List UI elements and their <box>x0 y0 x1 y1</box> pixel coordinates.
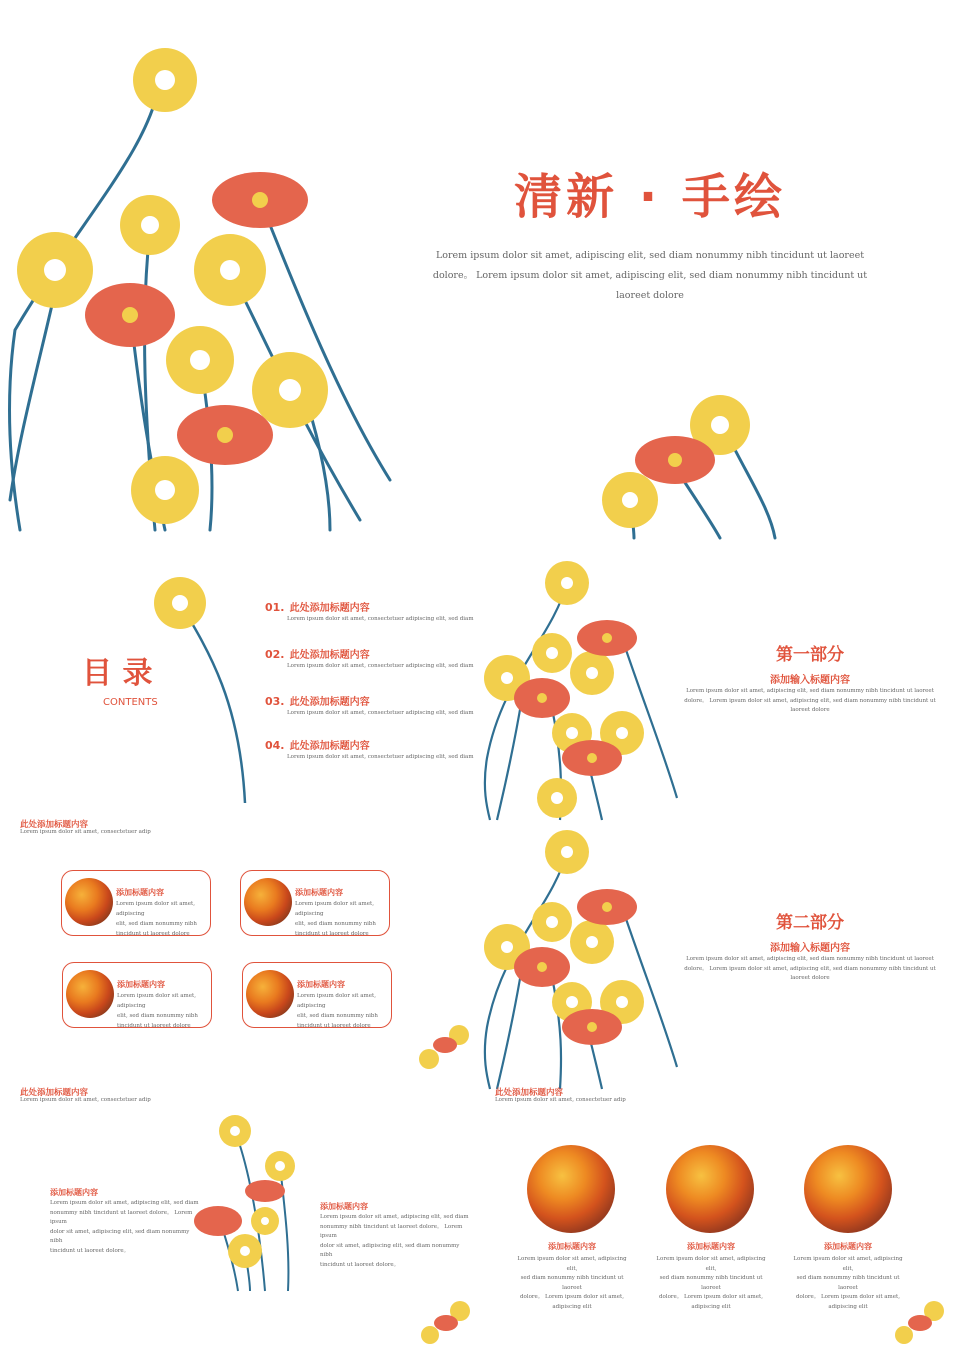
card-body-line: tincidunt ut laoreet dolore <box>295 931 369 937</box>
flower-cluster-corner <box>892 1299 952 1349</box>
contents-item-label: 此处添加标题内容 <box>289 741 370 752</box>
card-title: 添加标题内容 <box>116 888 164 897</box>
slide-cover <box>0 0 960 540</box>
card-body-line: Lorem ipsum dolor sit amet, adipiscing <box>117 993 196 1009</box>
flower-cluster-small <box>590 390 790 540</box>
text-left-body <box>50 1199 200 1256</box>
slide-part2 <box>482 812 960 1080</box>
circle-item <box>512 1241 632 1312</box>
cards-heading: 此处添加标题内容 <box>20 820 89 830</box>
flower-cluster-center <box>190 1111 310 1291</box>
circle-item-line: sed diam nonummy nibh tincidunt ut laoreet <box>796 1275 900 1291</box>
contents-item-desc: Lorem ipsum dolor sit amet, consectetuer adipiscing elit, sed diam <box>287 616 474 622</box>
circle-item-line: adipiscing elit <box>828 1303 868 1310</box>
card-body-line: elit, sed diam nonummy nibh <box>297 1013 378 1019</box>
circle-item-line: Lorem ipsum dolor sit amet, adipiscing elit, <box>517 1256 627 1272</box>
flower-cluster-large <box>0 0 420 540</box>
card-photo <box>246 970 294 1018</box>
circle-item-line: adipiscing elit <box>691 1303 731 1310</box>
text-body-line: Lorem ipsum dolor sit amet, adipiscing elit, sed diam <box>320 1214 469 1220</box>
circle-item-title: 添加标题内容 <box>687 1242 735 1251</box>
contents-item[interactable] <box>265 690 474 719</box>
circles-heading-sub: Lorem ipsum dolor sit amet, consectetuer adip <box>495 1097 626 1103</box>
circles-heading: 此处添加标题内容 <box>495 1088 564 1098</box>
card-photo <box>66 970 114 1018</box>
circle-item-line: Lorem ipsum dolor sit amet, adipiscing elit, <box>656 1256 766 1272</box>
info-card[interactable] <box>240 870 390 936</box>
text-slide-heading: 此处添加标题内容 <box>20 1088 89 1098</box>
flower-single <box>150 573 260 813</box>
part2-body-line: laoreet dolore <box>790 975 830 981</box>
contents-title: 目 录 <box>82 656 153 691</box>
part1-body-line: dolore。 Lorem ipsum dolor sit amet, adipiscing elit, sed diam nonummy nibh tincidunt ut <box>684 697 936 704</box>
contents-item-num: 04. <box>265 739 285 752</box>
card-photo <box>244 878 292 926</box>
part2-title: 第二部分 <box>776 913 844 933</box>
contents-item[interactable] <box>265 734 474 763</box>
info-card[interactable] <box>61 870 211 936</box>
text-body-line: tincidunt ut laoreet dolore。 <box>320 1261 400 1268</box>
slide-part1 <box>482 543 960 811</box>
slide-cards <box>0 812 478 1080</box>
contents-item-label: 此处添加标题内容 <box>289 697 370 708</box>
card-body-line: tincidunt ut laoreet dolore <box>297 1023 371 1029</box>
contents-item-desc: Lorem ipsum dolor sit amet, consectetuer adipiscing elit, sed diam <box>287 710 474 716</box>
slide-contents <box>0 543 478 811</box>
slide-text <box>0 1081 478 1349</box>
part2-subtitle: 添加输入标题内容 <box>770 943 850 954</box>
card-body-line: tincidunt ut laoreet dolore <box>117 1023 191 1029</box>
part1-title: 第一部分 <box>776 645 844 665</box>
text-left-title: 添加标题内容 <box>50 1188 98 1197</box>
cover-subtitle-line: laoreet dolore <box>616 290 684 301</box>
contents-item-desc: Lorem ipsum dolor sit amet, consectetuer adipiscing elit, sed diam <box>287 663 474 669</box>
circle-photo <box>666 1145 754 1233</box>
circle-item-line: dolore。 Lorem ipsum dolor sit amet, <box>796 1294 900 1300</box>
info-card[interactable] <box>62 962 212 1028</box>
contents-subtitle: CONTENTS <box>103 697 158 708</box>
text-body-line: tincidunt ut laoreet dolore。 <box>50 1247 130 1254</box>
part1-subtitle: 添加输入标题内容 <box>770 675 850 686</box>
cards-heading-sub: Lorem ipsum dolor sit amet, consectetuer adip <box>20 829 151 835</box>
circle-item <box>788 1241 908 1312</box>
info-card[interactable] <box>242 962 392 1028</box>
card-photo <box>65 878 113 926</box>
card-title: 添加标题内容 <box>117 980 165 989</box>
circle-item-body <box>512 1255 632 1312</box>
contents-item-num: 01. <box>265 601 285 614</box>
circle-item-body <box>788 1255 908 1312</box>
part1-body-line: Lorem ipsum dolor sit amet, adipiscing elit, sed diam nonummy nibh tincidunt ut laoreet <box>686 688 934 694</box>
card-body <box>297 991 389 1031</box>
card-body-line: Lorem ipsum dolor sit amet, adipiscing <box>116 901 195 917</box>
card-title: 添加标题内容 <box>297 980 345 989</box>
card-body-line: Lorem ipsum dolor sit amet, adipiscing <box>295 901 374 917</box>
cover-subtitle-line: Lorem ipsum dolor sit amet, adipiscing elit, sed diam nonummy nibh tincidunt ut laoreet <box>435 250 865 261</box>
circle-item-line: sed diam nonummy nibh tincidunt ut laoreet <box>659 1275 763 1291</box>
text-body-line: Lorem ipsum dolor sit amet, adipiscing elit, sed diam <box>50 1200 199 1206</box>
text-body-line: nonummy nibh tincidunt ut laoreet dolore。 Lorem ipsum <box>320 1223 463 1239</box>
card-body <box>116 899 208 939</box>
circle-item-line: Lorem ipsum dolor sit amet, adipiscing elit, <box>793 1256 903 1272</box>
part2-body-line: Lorem ipsum dolor sit amet, adipiscing elit, sed diam nonummy nibh tincidunt ut laoreet <box>686 956 934 962</box>
contents-item[interactable] <box>265 643 474 672</box>
contents-item[interactable] <box>265 596 474 625</box>
circle-item-line: dolore。 Lorem ipsum dolor sit amet, <box>659 1294 763 1300</box>
slide-circles <box>482 1081 960 1349</box>
text-right-body <box>320 1213 470 1270</box>
card-body-line: elit, sed diam nonummy nibh <box>116 921 197 927</box>
flower-cluster-part1 <box>482 558 682 823</box>
cover-subtitle <box>430 246 870 306</box>
circle-item-title: 添加标题内容 <box>548 1242 596 1251</box>
circle-item-title: 添加标题内容 <box>824 1242 872 1251</box>
flower-cluster-part2 <box>482 827 682 1092</box>
card-title: 添加标题内容 <box>295 888 343 897</box>
circle-item-line: adipiscing elit <box>552 1303 592 1310</box>
circle-item <box>651 1241 771 1312</box>
text-right-title: 添加标题内容 <box>320 1202 368 1211</box>
circle-photo <box>804 1145 892 1233</box>
card-body-line: elit, sed diam nonummy nibh <box>117 1013 198 1019</box>
contents-item-num: 02. <box>265 648 285 661</box>
flower-cluster-mini <box>417 1017 477 1077</box>
contents-item-label: 此处添加标题内容 <box>289 650 370 661</box>
contents-item-num: 03. <box>265 695 285 708</box>
cover-subtitle-line: dolore。 Lorem ipsum dolor sit amet, adipiscing elit, sed diam nonummy nibh tincidunt ut <box>432 270 868 281</box>
contents-item-label: 此处添加标题内容 <box>289 603 370 614</box>
circle-item-line: dolore。 Lorem ipsum dolor sit amet, <box>520 1294 624 1300</box>
part2-body-line: dolore。 Lorem ipsum dolor sit amet, adipiscing elit, sed diam nonummy nibh tincidunt ut <box>684 965 936 972</box>
card-body-line: tincidunt ut laoreet dolore <box>116 931 190 937</box>
part1-body-line: laoreet dolore <box>790 707 830 713</box>
part2-body <box>682 955 938 984</box>
circle-photo <box>527 1145 615 1233</box>
circle-item-body <box>651 1255 771 1312</box>
text-slide-heading-sub: Lorem ipsum dolor sit amet, consectetuer adip <box>20 1097 151 1103</box>
text-body-line: dolor sit amet, adipiscing elit, sed diam nonummy nibh <box>320 1242 460 1258</box>
card-body-line: elit, sed diam nonummy nibh <box>295 921 376 927</box>
contents-item-desc: Lorem ipsum dolor sit amet, consectetuer adipiscing elit, sed diam <box>287 754 474 760</box>
card-body <box>295 899 387 939</box>
flower-cluster-bottom <box>418 1299 478 1349</box>
card-body <box>117 991 209 1031</box>
text-body-line: dolor sit amet, adipiscing elit, sed diam nonummy nibh <box>50 1228 190 1244</box>
card-body-line: Lorem ipsum dolor sit amet, adipiscing <box>297 993 376 1009</box>
circle-item-line: sed diam nonummy nibh tincidunt ut laoreet <box>520 1275 624 1291</box>
cover-title: 清新 · 手绘 <box>514 169 786 225</box>
text-body-line: nonummy nibh tincidunt ut laoreet dolore。 Lorem ipsum <box>50 1209 193 1225</box>
part1-body <box>682 687 938 716</box>
